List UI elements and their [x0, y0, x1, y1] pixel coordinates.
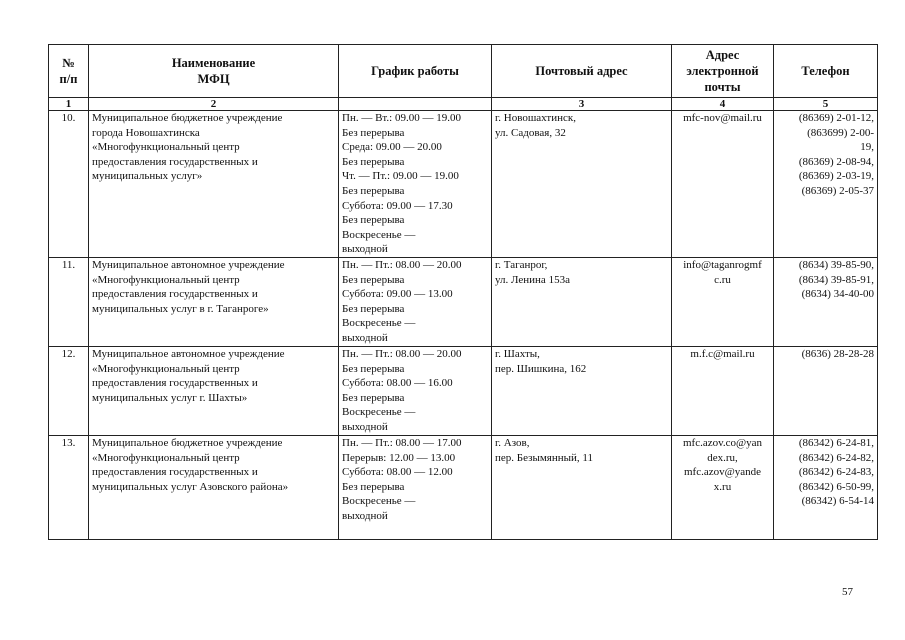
col-number: 2	[89, 98, 339, 111]
cell-name	[89, 436, 339, 540]
cell-name-line: «Многофункциональный центр	[92, 141, 240, 154]
cell-address-line: г. Шахты,	[495, 348, 540, 360]
cell-address-line: г. Азов,	[495, 437, 530, 449]
cell-phone-line: (8636) 28-28-28	[801, 348, 874, 360]
header-line: Телефон	[801, 64, 850, 78]
cell-phone-line: (86369) 2-05-37	[801, 184, 874, 197]
table-row	[49, 436, 878, 540]
table-row	[49, 347, 878, 436]
table-row	[49, 111, 878, 258]
cell-schedule-line: Без перерыва	[342, 126, 405, 139]
cell-name	[89, 347, 339, 436]
cell-schedule-line: Воскресенье —	[342, 317, 416, 330]
cell-name-line: предоставления государственных и	[92, 155, 258, 168]
cell-address-line: пер. Шишкина, 162	[495, 362, 587, 375]
cell-name	[89, 111, 339, 258]
cell-schedule-line: Без перерыва	[342, 391, 405, 404]
cell-schedule-line: Без перерыва	[342, 273, 405, 286]
cell-schedule-line: Пн. — Пт.: 08.00 — 20.00	[342, 259, 462, 271]
header-line: МФЦ	[197, 72, 230, 86]
cell-phone-line: (86369) 2-01-12,	[798, 112, 874, 124]
cell-address-line: ул. Ленина 153а	[495, 273, 570, 286]
cell-name-line: Муниципальное бюджетное учреждение	[92, 437, 283, 449]
cell-address	[492, 258, 672, 347]
header-schedule	[339, 45, 492, 98]
cell-address	[492, 347, 672, 436]
cell-name-line: предоставления государственных и	[92, 288, 258, 301]
mfc-table	[48, 44, 878, 540]
cell-schedule-line: Суббота: 08.00 — 12.00	[342, 466, 453, 479]
cell-name-line: предоставления государственных и	[92, 377, 258, 390]
cell-num-line: 12.	[61, 348, 76, 360]
cell-address	[492, 436, 672, 540]
cell-name-line: предоставления государственных и	[92, 466, 258, 479]
cell-email	[672, 347, 774, 436]
cell-name-line: Муниципальное автономное учреждение	[92, 348, 285, 360]
cell-name-line: муниципальных услуг»	[92, 170, 203, 183]
cell-schedule-line: Суббота: 09.00 — 13.00	[342, 288, 453, 301]
col-number: 1	[49, 98, 89, 111]
cell-schedule-line: Без перерыва	[342, 214, 405, 227]
cell-phone-line: (86342) 6-24-81,	[798, 437, 874, 449]
cell-schedule-line: Без перерыва	[342, 302, 405, 315]
cell-schedule-line: Суббота: 09.00 — 17.30	[342, 199, 453, 212]
cell-address-line: г. Новошахтинск,	[495, 112, 576, 124]
cell-schedule	[339, 347, 492, 436]
header-address	[492, 45, 672, 98]
col-number: 4	[672, 98, 774, 111]
cell-name-line: муниципальных услуг в г. Таганроге»	[92, 302, 269, 315]
cell-email-line: x.ru	[713, 480, 732, 493]
header-line: п/п	[59, 72, 78, 86]
header-num	[49, 45, 89, 98]
cell-name-line: «Многофункциональный центр	[92, 451, 240, 464]
cell-address-line: пер. Безымянный, 11	[495, 451, 594, 464]
cell-name-line: «Многофункциональный центр	[92, 273, 240, 286]
cell-schedule-line: Без перерыва	[342, 362, 405, 375]
cell-schedule-line: Без перерыва	[342, 480, 405, 493]
cell-email	[672, 258, 774, 347]
cell-schedule-line: Воскресенье —	[342, 406, 416, 419]
header-line: электронной	[686, 64, 759, 78]
cell-schedule-line: Без перерыва	[342, 184, 405, 197]
cell-email-line: info@taganrogmf	[683, 259, 762, 271]
cell-email-line: mfc.azov.co@yan	[682, 437, 763, 449]
cell-phone	[774, 258, 878, 347]
cell-phone-line: (86342) 6-24-83,	[798, 466, 874, 479]
col-number: 5	[774, 98, 878, 111]
cell-email-line: dex.ru,	[707, 451, 738, 464]
cell-schedule	[339, 436, 492, 540]
cell-email	[672, 436, 774, 540]
cell-phone-line: (86342) 6-24-82,	[798, 451, 874, 464]
cell-address-line: г. Таганрог,	[495, 259, 548, 271]
cell-schedule-line: Чт. — Пт.: 09.00 — 19.00	[342, 170, 459, 183]
cell-name-line: муниципальных услуг Азовского района»	[92, 480, 289, 493]
cell-schedule-line: выходной	[342, 243, 388, 256]
cell-phone	[774, 436, 878, 540]
cell-schedule	[339, 258, 492, 347]
cell-schedule-line: Суббота: 08.00 — 16.00	[342, 377, 453, 390]
cell-email-line: mfc.azov@yande	[683, 466, 761, 479]
cell-phone-line: (86369) 2-08-94,	[798, 155, 874, 168]
cell-schedule-line: Пн. — Пт.: 08.00 — 17.00	[342, 437, 462, 449]
cell-schedule-line: Пн. — Вт.: 09.00 — 19.00	[342, 112, 461, 124]
cell-name-line: «Многофункциональный центр	[92, 362, 240, 375]
cell-schedule-line: выходной	[342, 509, 388, 522]
cell-phone-line: (8634) 39-85-90,	[798, 259, 874, 271]
cell-schedule-line: Воскресенье —	[342, 495, 416, 508]
cell-schedule-line: выходной	[342, 331, 388, 344]
cell-schedule-line: Пн. — Пт.: 08.00 — 20.00	[342, 348, 462, 360]
cell-num	[49, 111, 89, 258]
cell-num-line: 13.	[61, 437, 76, 449]
col-number: 3	[492, 98, 672, 111]
cell-schedule-line: Без перерыва	[342, 155, 405, 168]
page-number: 57	[842, 586, 853, 598]
cell-name	[89, 258, 339, 347]
cell-phone-line: 19,	[860, 141, 874, 154]
header-line: Наименование	[171, 56, 256, 70]
cell-phone-line: (863699) 2-00-	[807, 126, 874, 139]
cell-num	[49, 347, 89, 436]
cell-email-line: mfc-nov@mail.ru	[683, 112, 762, 124]
cell-name-line: Муниципальное бюджетное учреждение	[92, 112, 283, 124]
column-numbers-row	[49, 98, 878, 111]
cell-num-line: 11.	[61, 259, 76, 271]
header-line: График работы	[371, 64, 459, 78]
cell-name-line: муниципальных услуг г. Шахты»	[92, 391, 248, 404]
cell-phone-line: (8634) 34-40-00	[801, 288, 874, 301]
table-row	[49, 258, 878, 347]
cell-phone-line: (8634) 39-85-91,	[798, 273, 874, 286]
cell-name-line: Муниципальное автономное учреждение	[92, 259, 285, 271]
cell-email	[672, 111, 774, 258]
cell-num-line: 10.	[61, 112, 76, 124]
cell-email-line: m.f.c@mail.ru	[690, 348, 755, 360]
header-name	[89, 45, 339, 98]
header-row	[49, 45, 878, 98]
cell-schedule-line: выходной	[342, 420, 388, 433]
cell-num	[49, 258, 89, 347]
cell-schedule-line: Перерыв: 12.00 — 13.00	[342, 451, 456, 464]
header-phone	[774, 45, 878, 98]
cell-phone-line: (86342) 6-54-14	[801, 495, 874, 508]
cell-schedule-line: Воскресенье —	[342, 228, 416, 241]
col-number	[339, 98, 492, 111]
cell-phone-line: (86369) 2-03-19,	[798, 170, 874, 183]
cell-phone	[774, 111, 878, 258]
cell-phone-line: (86342) 6-50-99,	[798, 480, 874, 493]
cell-phone	[774, 347, 878, 436]
header-line: Почтовый адрес	[535, 64, 628, 78]
cell-name-line: города Новошахтинска	[92, 126, 200, 139]
cell-num	[49, 436, 89, 540]
cell-email-line: c.ru	[714, 273, 731, 286]
cell-address-line: ул. Садовая, 32	[495, 126, 566, 139]
header-email	[672, 45, 774, 98]
header-line: Адрес	[705, 48, 740, 62]
header-line: №	[62, 56, 75, 70]
cell-schedule-line: Среда: 09.00 — 20.00	[342, 141, 442, 154]
cell-schedule	[339, 111, 492, 258]
header-line: почты	[704, 80, 741, 94]
cell-address	[492, 111, 672, 258]
